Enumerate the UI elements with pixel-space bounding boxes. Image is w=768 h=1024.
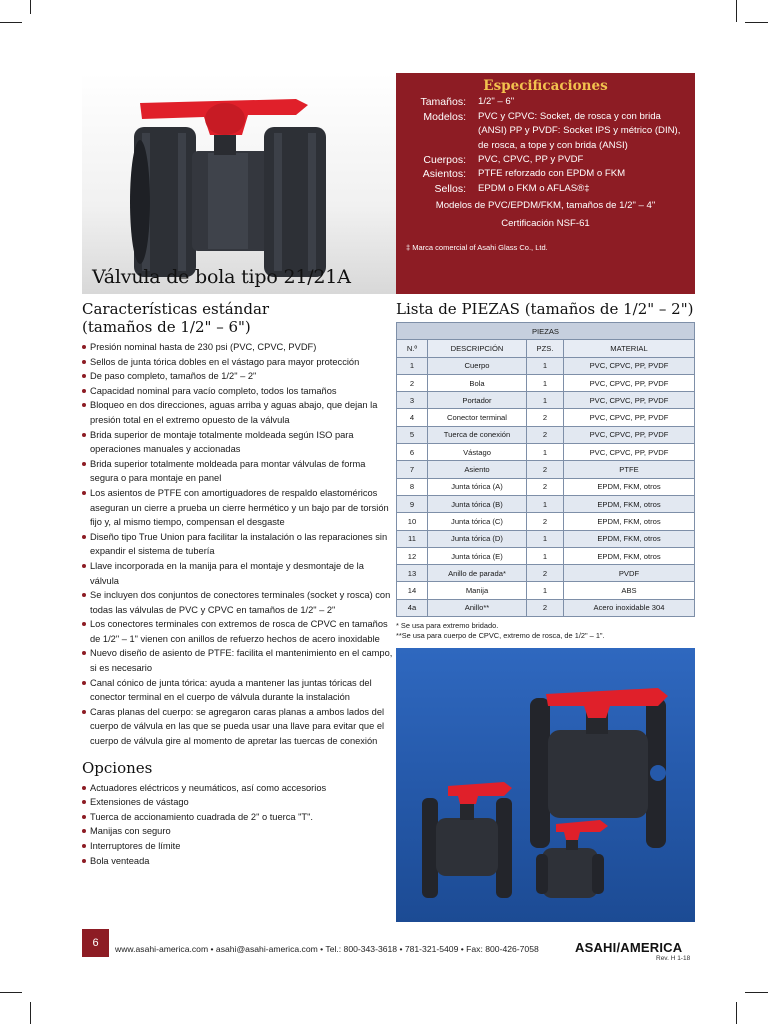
- table-cell: Asiento: [428, 461, 527, 478]
- options-heading: Opciones: [82, 758, 153, 777]
- parts-note: * Se usa para extremo bridado.: [396, 621, 499, 631]
- features-heading-line: Características estándar: [82, 300, 270, 318]
- parts-notes: [396, 621, 695, 640]
- footer-contact-line: www.asahi-america.com • asahi@asahi-america.com • Tel.: 800-343-3618 • 781-321-5409 • Fax: 800-426-7058: [115, 944, 539, 954]
- spec-value: PVC, CPVC, PP y PVDF: [478, 154, 584, 166]
- list-item: Los asientos de PTFE con amortiguadores de respaldo elastoméricos aseguran un cierre a prueba un cierre hermético y un bajo par de torsión fijo y, al mismo tiempo, compensan el desgaste: [82, 486, 394, 530]
- features-column: [82, 300, 394, 868]
- table-cell: Junta tórica (E): [428, 547, 527, 564]
- table-cell: PVDF: [564, 565, 695, 582]
- parts-heading: Lista de PIEZAS (tamaños de 1/2" – 2"): [396, 300, 694, 318]
- list-item: Actuadores eléctricos y neumáticos, así como accesorios: [82, 781, 394, 796]
- table-cell: 2: [527, 565, 564, 582]
- list-item: Caras planas del cuerpo: se agregaron caras planas a ambos lados del cuerpo de válvula en las que se pueda usar una llave para evitar que el cuerpo de válvula gire al momento de apretar las tuercas de conexión: [82, 705, 394, 749]
- ball-valve-illustration: [82, 73, 396, 294]
- table-cell: 1: [527, 530, 564, 547]
- spec-row-seats: [406, 167, 685, 181]
- product-title: Válvula de bola tipo 21/21A: [92, 266, 351, 288]
- table-cell: 4: [397, 409, 428, 426]
- table-row: [397, 495, 695, 512]
- table-cell: 13: [397, 565, 428, 582]
- table-cell: 9: [397, 495, 428, 512]
- features-heading: [82, 300, 394, 336]
- valve-family-photo: [396, 648, 695, 922]
- crop-mark: [736, 0, 737, 22]
- list-item: Nuevo diseño de asiento de PTFE: facilita el mantenimiento en el campo, si es necesario: [82, 646, 394, 675]
- spec-models-line: Modelos de PVC/EPDM/FKM, tamaños de 1/2" – 4": [435, 200, 656, 212]
- specifications-panel: [396, 73, 695, 294]
- list-item: Bola venteada: [82, 854, 394, 869]
- crop-mark: [0, 22, 22, 23]
- list-item: Brida superior totalmente moldeada para montar válvulas de forma segura o para montaje en panel: [82, 457, 394, 486]
- table-cell: Vástago: [428, 444, 527, 461]
- table-cell: ABS: [564, 582, 695, 599]
- options-list: [82, 781, 394, 869]
- table-cell: 2: [397, 374, 428, 391]
- table-cell: Junta tórica (D): [428, 530, 527, 547]
- table-row: [397, 599, 695, 616]
- crop-mark: [0, 992, 22, 993]
- table-row: [397, 374, 695, 391]
- table-cell: Manija: [428, 582, 527, 599]
- table-cell: 11: [397, 530, 428, 547]
- list-item: Interruptores de límite: [82, 839, 394, 854]
- table-row: [397, 565, 695, 582]
- crop-mark: [30, 1002, 31, 1024]
- table-cell: Junta tórica (B): [428, 495, 527, 512]
- table-cell: PVC, CPVC, PP, PVDF: [564, 444, 695, 461]
- table-cell: 1: [397, 357, 428, 374]
- list-item: Sellos de junta tórica dobles en el vástago para mayor protección: [82, 355, 394, 370]
- parts-table-body: [397, 357, 695, 616]
- table-row: [397, 478, 695, 495]
- table-row: [397, 461, 695, 478]
- crop-mark: [30, 0, 31, 14]
- table-cell: 5: [397, 426, 428, 443]
- spec-value: PVC y CPVC: Socket, de rosca y con brida (ANSI) PP y PVDF: Socket IPS y métrico (DIN), de rosca, a tope y con brida (ANSI): [478, 110, 681, 151]
- table-cell: EPDM, FKM, otros: [564, 513, 695, 530]
- spec-row-seals: [406, 182, 685, 196]
- spec-row-bodies: [406, 153, 685, 167]
- spec-label: Tamaños:: [420, 96, 466, 109]
- table-cell: EPDM, FKM, otros: [564, 547, 695, 564]
- list-item: Tuerca de accionamiento cuadrada de 2" o tuerca "T".: [82, 810, 394, 825]
- table-cell: 2: [527, 478, 564, 495]
- table-cell: 2: [527, 409, 564, 426]
- table-row: [397, 547, 695, 564]
- parts-note: **Se usa para cuerpo de CPVC, extremo de rosca, de 1/2" – 1".: [396, 630, 605, 640]
- table-cell: Conector terminal: [428, 409, 527, 426]
- page-number: 6: [82, 929, 109, 957]
- table-cell: 2: [527, 461, 564, 478]
- spec-label: Cuerpos:: [423, 154, 466, 167]
- crop-mark: [736, 1002, 737, 1024]
- list-item: Presión nominal hasta de 230 psi (PVC, CPVC, PVDF): [82, 340, 394, 355]
- table-row: [397, 357, 695, 374]
- table-cell: 1: [527, 392, 564, 409]
- list-item: Los conectores terminales con extremos de rosca de CPVC en tamaños de 1/2" – 1" vienen con anillos de refuerzo hechos de acero inoxidable: [82, 617, 394, 646]
- table-cell: PVC, CPVC, PP, PVDF: [564, 426, 695, 443]
- table-row: [397, 392, 695, 409]
- table-cell: PVC, CPVC, PP, PVDF: [564, 392, 695, 409]
- spec-value: 1/2" – 6": [478, 96, 515, 108]
- table-cell: PTFE: [564, 461, 695, 478]
- parts-table-caption: PIEZAS: [397, 323, 695, 340]
- table-cell: Portador: [428, 392, 527, 409]
- crop-mark: [745, 22, 768, 23]
- table-cell: EPDM, FKM, otros: [564, 495, 695, 512]
- spec-footnote: ‡ Marca comercial of Asahi Glass Co., Ltd.: [406, 243, 548, 253]
- table-cell: Junta tórica (C): [428, 513, 527, 530]
- table-cell: 10: [397, 513, 428, 530]
- table-cell: 1: [527, 495, 564, 512]
- table-cell: Junta tórica (A): [428, 478, 527, 495]
- parts-section: [396, 300, 695, 640]
- column-header-quantity: PZS.: [527, 340, 564, 357]
- spec-label: Asientos:: [422, 168, 466, 181]
- table-cell: 12: [397, 547, 428, 564]
- table-cell: 1: [527, 547, 564, 564]
- table-cell: 2: [527, 426, 564, 443]
- table-row: [397, 409, 695, 426]
- features-list: [82, 340, 394, 749]
- table-cell: 8: [397, 478, 428, 495]
- table-cell: 1: [527, 374, 564, 391]
- list-item: Diseño tipo True Union para facilitar la instalación o las reparaciones sin expandir el sistema de tubería: [82, 530, 394, 559]
- spec-value: EPDM o FKM o AFLAS®‡: [478, 182, 590, 194]
- table-cell: Anillo de parada*: [428, 565, 527, 582]
- parts-table: [396, 322, 695, 617]
- spec-label: Sellos:: [434, 182, 466, 195]
- spec-label: Modelos:: [423, 110, 466, 123]
- table-cell: 4a: [397, 599, 428, 616]
- table-row: [397, 582, 695, 599]
- hero-product-image: [82, 73, 396, 294]
- table-cell: Tuerca de conexión: [428, 426, 527, 443]
- table-cell: PVC, CPVC, PP, PVDF: [564, 409, 695, 426]
- list-item: Llave incorporada en la manija para el montaje y desmontaje de la válvula: [82, 559, 394, 588]
- list-item: Brida superior de montaje totalmente moldeada según ISO para operaciones manuales y accionadas: [82, 428, 394, 457]
- spec-row-models: [406, 110, 685, 153]
- table-cell: Cuerpo: [428, 357, 527, 374]
- table-cell: Bola: [428, 374, 527, 391]
- table-cell: 2: [527, 513, 564, 530]
- list-item: Canal cónico de junta tórica: ayuda a mantener las juntas tóricas del conector terminal en el cuerpo de válvula durante la instalación: [82, 676, 394, 705]
- crop-mark: [745, 992, 768, 993]
- list-item: Manijas con seguro: [82, 824, 394, 839]
- column-header-material: MATERIAL: [564, 340, 695, 357]
- list-item: Extensiones de vástago: [82, 795, 394, 810]
- list-item: Bloqueo en dos direcciones, aguas arriba y aguas abajo, que dejan la presión total en el extremo opuesto de la válvula: [82, 398, 394, 427]
- column-header-description: DESCRIPCIÓN: [428, 340, 527, 357]
- table-cell: Acero inoxidable 304: [564, 599, 695, 616]
- spec-row-sizes: [406, 95, 685, 109]
- table-row: [397, 513, 695, 530]
- table-cell: 2: [527, 599, 564, 616]
- table-cell: 14: [397, 582, 428, 599]
- flanged-valves-illustration: [396, 648, 695, 922]
- table-cell: EPDM, FKM, otros: [564, 530, 695, 547]
- table-row: [397, 426, 695, 443]
- table-cell: 1: [527, 582, 564, 599]
- list-item: Capacidad nominal para vacío completo, todos los tamaños: [82, 384, 394, 399]
- table-cell: 3: [397, 392, 428, 409]
- table-cell: PVC, CPVC, PP, PVDF: [564, 357, 695, 374]
- table-cell: 6: [397, 444, 428, 461]
- column-header-number: N.º: [397, 340, 428, 357]
- table-cell: PVC, CPVC, PP, PVDF: [564, 374, 695, 391]
- table-cell: Anillo**: [428, 599, 527, 616]
- specifications-title: Especificaciones: [483, 78, 608, 94]
- brand-logo-text: ASAHI/AMERICA: [575, 940, 683, 955]
- table-cell: EPDM, FKM, otros: [564, 478, 695, 495]
- list-item: De paso completo, tamaños de 1/2" – 2": [82, 369, 394, 384]
- spec-certification: Certificación NSF-61: [501, 217, 590, 229]
- spec-value: PTFE reforzado con EPDM o FKM: [478, 168, 626, 180]
- list-item: Se incluyen dos conjuntos de conectores terminales (socket y rosca) con todas las válvulas de PVC y CPVC en tamaños de 1/2" – 2": [82, 588, 394, 617]
- revision-label: Rev. H 1-18: [656, 955, 691, 962]
- table-row: [397, 530, 695, 547]
- features-heading-line: (tamaños de 1/2" – 6"): [82, 318, 251, 336]
- table-cell: 7: [397, 461, 428, 478]
- table-cell: 1: [527, 357, 564, 374]
- table-row: [397, 444, 695, 461]
- table-cell: 1: [527, 444, 564, 461]
